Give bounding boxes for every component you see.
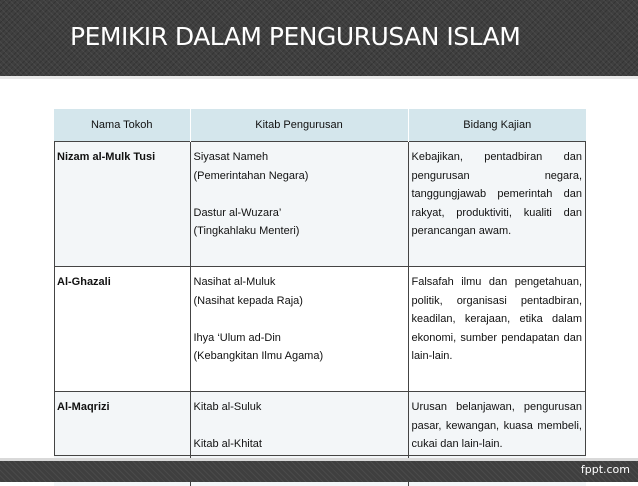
- slide-header: [0, 0, 638, 76]
- book-title: Siyasat Nameh: [194, 148, 404, 167]
- spacer: [194, 310, 404, 329]
- spacer: [194, 185, 404, 204]
- book-title: Ihya ‘Ulum ad-Din: [194, 329, 404, 348]
- header-bidang-kajian: Bidang Kajian: [408, 109, 586, 142]
- cell-name: Al-Ghazali: [54, 267, 190, 392]
- cell-name: Nizam al-Mulk Tusi: [54, 142, 190, 267]
- cell-books: [190, 267, 408, 392]
- book-title: Nasihat al-Muluk: [194, 273, 404, 292]
- book-translation: (Kebangkitan Ilmu Agama): [194, 347, 404, 366]
- spacer: [194, 417, 404, 436]
- book-title: Kitab al-Suluk: [194, 398, 404, 417]
- watermark-text: fppt.com: [581, 463, 630, 476]
- book-translation: (Pemerintahan Negara): [194, 167, 404, 186]
- header-nama-tokoh: Nama Tokoh: [54, 109, 190, 142]
- table-row: [54, 142, 586, 267]
- scholars-table: [54, 109, 586, 486]
- table-row: [54, 267, 586, 392]
- book-translation: (Nasihat kepada Raja): [194, 292, 404, 311]
- slide-title: PEMIKIR DALAM PENGURUSAN ISLAM: [70, 22, 520, 51]
- slide-footer: [0, 458, 638, 482]
- book-title: Kitab al-Khitat: [194, 435, 404, 454]
- cell-field: Falsafah ilmu dan pengetahuan, politik, organisasi pentadbiran, keadilan, kerajaan, etika dalam ekonomi, sumber pendapatan dan lain-lain.: [408, 267, 586, 392]
- cell-books: [190, 142, 408, 267]
- cell-field: Kebajikan, pentadbiran dan pengurusan negara, tanggungjawab pemerintah dan rakyat, produktiviti, kualiti dan perancangan awam.: [408, 142, 586, 267]
- header-kitab-pengurusan: Kitab Pengurusan: [190, 109, 408, 142]
- book-title: Dastur al-Wuzara’: [194, 204, 404, 223]
- table-header-row: [54, 109, 586, 142]
- header-divider: [0, 76, 638, 79]
- cell-name: Al-Maqrizi: [54, 392, 190, 486]
- book-translation: (Tingkahlaku Menteri): [194, 222, 404, 241]
- cell-field: Urusan belanjawan, pengurusan pasar, kewangan, kuasa membeli, cukai dan lain-lain.: [408, 392, 586, 486]
